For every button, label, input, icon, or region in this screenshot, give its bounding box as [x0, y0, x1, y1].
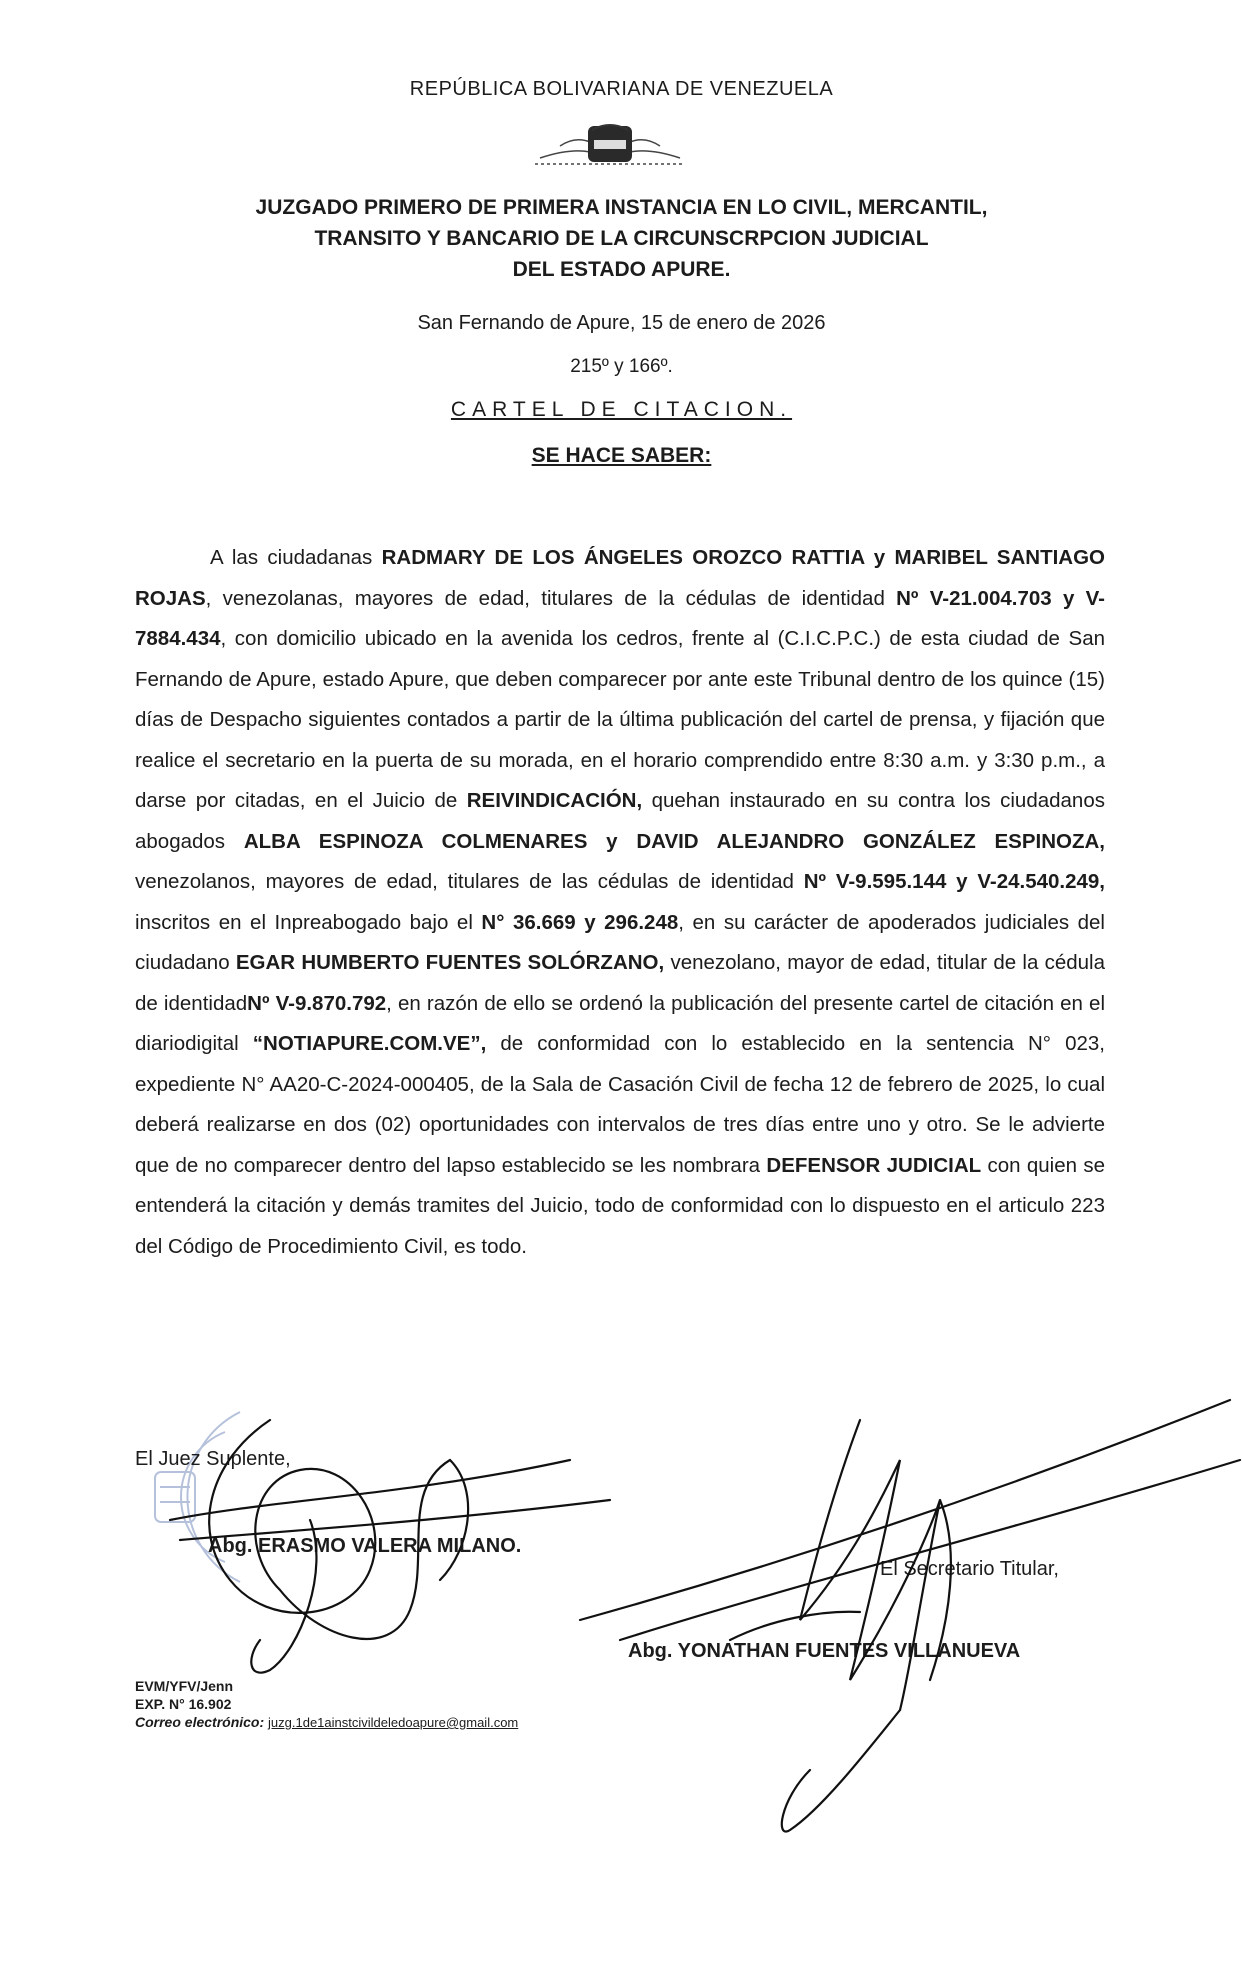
years-line: 215º y 166º.: [570, 356, 673, 377]
body-text-11: con quien se entenderá la citación y demás tramites del Juicio, todo de conformidad con lo dispuesto en el articulo 223 del Código de Procedimiento Civil, es todo.: [135, 1153, 1105, 1258]
body-text-5: venezolanos, mayores de edad, titulares de las cédulas de identidad: [135, 870, 804, 893]
body-text-8: venezolano, mayor de edad, titular de la cédula de identidad: [135, 951, 1106, 1015]
judge-title: El Juez Suplente,: [135, 1448, 291, 1470]
body-text-9: , en razón de ello se ordenó la publicación del presente cartel de citación en el diariodigital: [135, 991, 1105, 1055]
body-bold-6: N° 36.669 y 296.248: [481, 910, 679, 934]
body-bold-10: DEFENSOR JUDICIAL: [766, 1153, 982, 1177]
body-text-10: de conformidad con lo establecido en la sentencia N° 023, expediente N° AA20-C-2024-000405, de la Sala de Casación Civil de fecha 12 de febrero de 2025, lo cual deberá realizarse en dos (02) oportunidades con intervalos de tres días entre uno y otro. Se le advierte que de no comparecer dentro del lapso establecido se les nombrara: [135, 1032, 1105, 1177]
place-date: San Fernando de Apure, 15 de enero de 2026: [417, 312, 826, 334]
body-bold-9: “NOTIAPURE.COM.VE”,: [252, 1032, 487, 1055]
email-label: Correo electrónico:: [135, 1714, 265, 1730]
document-title: CARTEL DE CITACION.: [450, 398, 793, 421]
email-address[interactable]: juzg.1de1ainstcivildeledoapure@gmail.com: [268, 1715, 519, 1730]
body-bold-3: REIVINDICACIÓN,: [466, 789, 643, 812]
court-line-2: TRANSITO Y BANCARIO DE LA CIRCUNSCRPCION JUDICIAL: [314, 227, 929, 250]
judge-name: Abg. ERASMO VALERA MILANO.: [208, 1535, 522, 1557]
footer-file-number: EXP. N° 16.902: [135, 1696, 232, 1712]
body-text-2: , venezolanas, mayores de edad, titulares de la cédulas de identidad: [205, 586, 897, 610]
republic-heading: REPÚBLICA BOLIVARIANA DE VENEZUELA: [409, 78, 834, 100]
body-text-6: inscritos en el Inpreabogado bajo el: [135, 910, 482, 934]
coat-of-arms-emblem: [530, 118, 690, 176]
body-bold-8: Nº V-9.870.792: [247, 991, 387, 1015]
footer-email-line: [135, 1714, 518, 1730]
body-bold-2: Nº V-21.004.703 y V-7884.434: [135, 586, 1105, 650]
secretary-title: El Secretario Titular,: [880, 1558, 1059, 1580]
secretary-name: Abg. YONATHAN FUENTES VILLANUEVA: [628, 1640, 1021, 1662]
citation-body: [135, 538, 1105, 1267]
body-bold-1: RADMARY DE LOS ÁNGELES OROZCO RATTIA y MARIBEL SANTIAGO ROJAS: [135, 546, 1105, 610]
body-text-7: , en su carácter de apoderados judiciales del ciudadano: [135, 910, 1105, 974]
body-bold-5: Nº V-9.595.144 y V-24.540.249,: [803, 870, 1106, 893]
secretary-signature: [560, 1380, 1243, 1840]
body-text-3: , con domicilio ubicado en la avenida los cedros, frente al (C.I.C.P.C.) de esta ciudad de San Fernando de Apure, estado Apure, que deben comparecer por ante este Tribunal dentro de los quince (15) días de Despacho siguientes contados a partir de la última publicación del cartel de prensa, y fijación que realice el secretario en la puerta de su morada, en el horario comprendido entre 8:30 a.m. y 3:30 p.m., a darse por citadas, en el Juicio de: [135, 627, 1105, 812]
body-bold-4: ALBA ESPINOZA COLMENARES y DAVID ALEJANDRO GONZÁLEZ ESPINOZA,: [243, 829, 1105, 853]
court-name: [0, 192, 1243, 285]
judge-signature: [150, 1400, 620, 1690]
court-line-3: DEL ESTADO APURE.: [512, 258, 731, 281]
body-text-4: quehan instaurado en su contra los ciudadanos abogados: [135, 789, 1105, 853]
footer-initials: EVM/YFV/Jenn: [135, 1678, 234, 1694]
subtitle: SE HACE SABER:: [531, 444, 712, 467]
court-line-1: JUZGADO PRIMERO DE PRIMERA INSTANCIA EN LO CIVIL, MERCANTIL,: [255, 196, 988, 219]
body-text-1: A las ciudadanas: [210, 546, 382, 569]
body-bold-7: EGAR HUMBERTO FUENTES SOLÓRZANO,: [235, 951, 665, 974]
